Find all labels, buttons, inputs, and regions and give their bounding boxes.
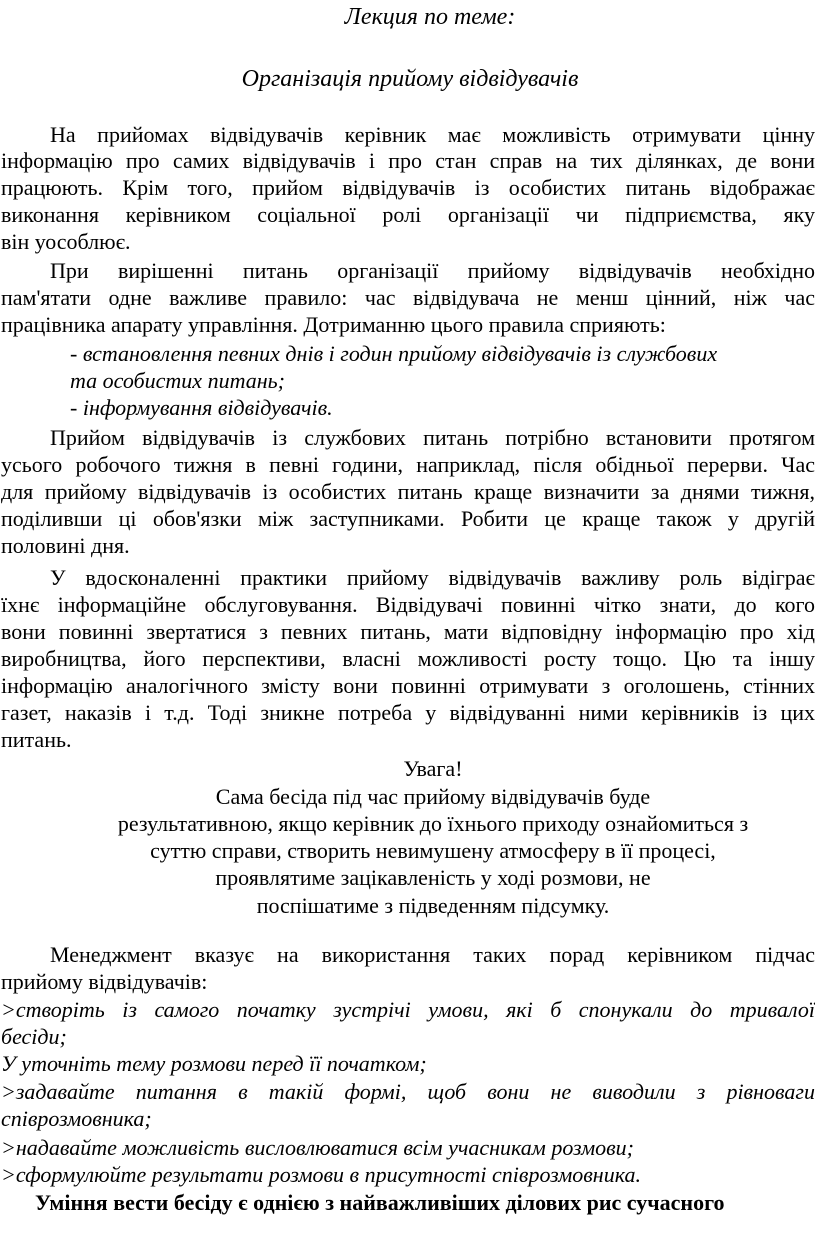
text-line: та особистих питань; [70,368,285,393]
text-line: вони повинні звертатися з певних питань, мати відповідну інформацію про хід [1,619,815,644]
text-line: - інформування відвідувачів. [70,395,333,420]
text-line: Уміння вести бесіду є однією з найважливіших ділових рис сучасного [35,1190,725,1215]
text-line: усього робочого тижня в певні години, наприклад, після обідньої перерви. Час [1,452,815,477]
text-line: працюють. Крім того, прийом відвідувачів із особистих питань відображає [1,175,815,200]
text-line: суттю справи, створить невимушену атмосферу в її процесі, [150,838,716,863]
text-line: >надавайте можливість висловлюватися всім учасникам розмови; [1,1135,634,1160]
text-line: бесіди; [1,1024,67,1049]
text-line: він уособлює. [1,229,131,254]
attention-heading: Увага! [403,756,463,781]
text-line: поспішатиме з підведенням підсумку. [256,893,610,918]
text-line: виконання керівником соціальної ролі організації чи підприємства, яку [1,202,815,227]
text-line: >сформулюйте результати розмови в присутності співрозмовника. [1,1162,641,1187]
text-line: Сама бесіда під час прийому відвідувачів буде [215,784,651,809]
text-line: У вдосконаленні практики прийому відвідувачів важливу роль відіграє [50,565,815,590]
text-line: поділивши ці обов'язки між заступниками. Робити це краще також у другій [1,506,815,531]
text-line: пам'ятати одне важливе правило: час відвідувача не менш цінний, ніж час [1,285,815,310]
lecture-subtitle: Організація прийому відвідувачів [241,66,579,92]
text-line: їхнє інформаційне обслуговування. Відвідувачі повинні чітко знати, до кого [1,592,815,617]
text-line: - встановлення певних днів і годин прийому відвідувачів із службових [70,341,718,366]
text-line: Прийом відвідувачів із службових питань потрібно встановити протягом [50,425,815,450]
text-line: У уточніть тему розмови перед її початком; [1,1051,427,1076]
text-line: Менеджмент вказує на використання таких порад керівником підчас [50,942,815,967]
text-line: половині дня. [1,533,130,558]
text-line: прийому відвідувачів: [1,969,208,994]
text-line: На прийомах відвідувачів керівник має можливість отримувати цінну [50,122,815,147]
text-line: питань. [1,727,72,752]
text-line: проявлятиме зацікавленість у ході розмови, не [215,865,651,890]
text-line: газет, наказів і т.д. Тоді зникне потреба у відвідуванні ними керівників із цих [1,700,815,725]
text-line: для прийому відвідувачів із особистих питань краще визначити за днями тижня, [1,479,815,504]
text-line: працівника апарату управління. Дотриманню цього правила сприяють: [1,312,666,337]
text-line: виробництва, його перспективи, власні можливості росту тощо. Цю та іншу [1,646,815,671]
text-line: При вирішенні питань організації прийому відвідувачів необхідно [50,258,815,283]
text-line: >задавайте питання в такій формі, щоб вони не виводили з рівноваги [1,1079,815,1104]
text-line: інформацію аналогічного змісту вони повинні отримувати з оголошень, стінних [1,673,815,698]
text-line: >створіть із самого початку зустрічі умови, які б спонукали до тривалої [1,997,815,1022]
text-line: результативною, якщо керівник до їхнього приходу ознайомиться з [117,811,749,836]
lecture-title: Лекция по теме: [344,4,516,30]
text-line: співрозмовника; [1,1106,152,1131]
text-line: інформацію про самих відвідувачів і про стан справ на тих ділянках, де вони [1,148,815,173]
